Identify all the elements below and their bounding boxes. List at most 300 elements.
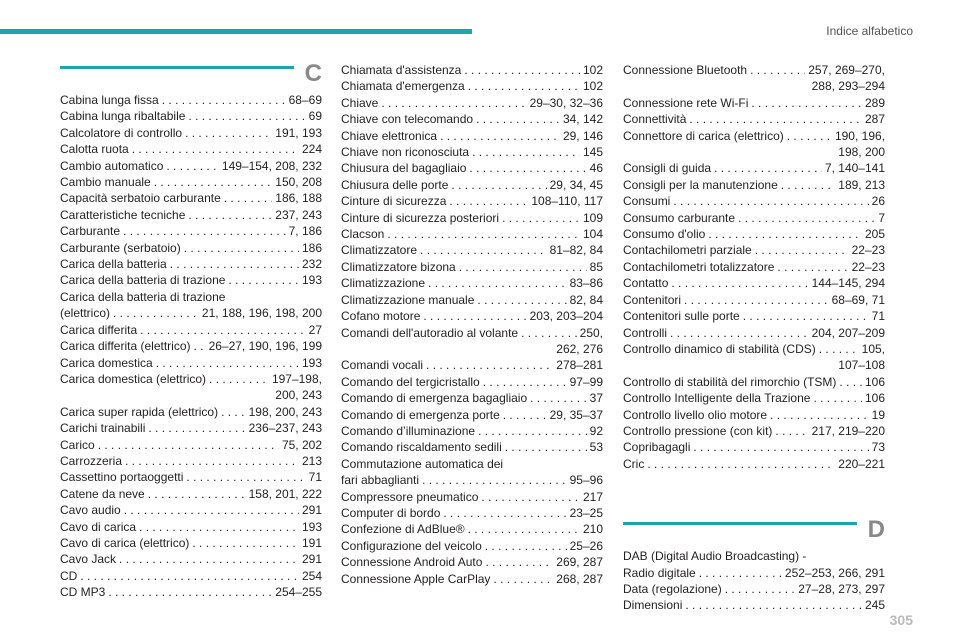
index-term: Cric [623,456,645,471]
index-page-refs: 22–23 [851,243,885,258]
index-term: Controllo Intelligente della Trazione [623,391,811,406]
index-term: Contenitori sulle porte [623,309,740,324]
index-page-refs: 108–110, 117 [531,194,603,209]
index-entry-row [341,554,603,570]
index-entry-row [623,581,885,597]
dot-leader [123,223,286,239]
index-page-refs: 289 [864,95,885,110]
index-term: Comando del tergicristallo [341,374,480,389]
index-entry-row [60,502,322,518]
dot-leader [472,144,580,160]
index-entry-row [341,144,603,160]
dot-leader [381,95,526,111]
index-page-refs: 158, 201, 222 [248,486,322,501]
index-entry [623,95,885,111]
index-term: Carburante (serbatoio) [60,240,181,255]
index-page-refs: 254 [301,568,322,583]
index-term: Cabina lunga fissa [60,93,159,107]
index-entry-row [60,256,322,272]
dot-leader [813,390,862,406]
index-term: Consumo carburante [623,210,736,225]
dot-leader [125,453,299,469]
index-entry-row [60,469,322,485]
section-header [623,518,885,548]
index-page-refs: 29, 35–37 [549,407,603,422]
index-page-refs: 85 [589,259,603,274]
index-entry [623,242,885,258]
index-term: Carica differita [60,322,138,337]
dot-leader [751,95,862,111]
index-page-refs: 250, [579,325,603,340]
index-entry-row [341,505,603,521]
index-term: Connessione Android Auto [341,555,483,570]
index-term: Contachilometri parziale [623,243,752,258]
index-entry-row [60,207,322,223]
index-page-refs: 198, 200, 243 [248,404,322,419]
index-entry [623,597,885,613]
index-entry-row [60,551,322,567]
dot-leader [166,158,219,174]
index-term: Contatto [623,276,669,291]
index-entry-row [341,390,603,406]
index-term: Cambio automatico [60,158,164,173]
index-entry [341,571,603,587]
index-entry [60,322,322,338]
index-entry [623,177,885,193]
dot-leader [755,242,849,258]
dot-leader [708,226,862,242]
index-term: Consigli di guida [623,161,712,176]
index-entry-row [341,160,603,176]
index-term: Controllo di stabilità del rimorchio (TSM) [623,374,837,389]
dot-leader [184,240,299,256]
index-term: Consumi [623,194,671,209]
index-term: Comando d’illuminazione [341,423,476,438]
dot-leader [422,472,567,488]
index-entry-row [60,174,322,190]
page-number: 305 [889,612,913,628]
dot-leader [673,193,868,209]
index-entry-row [623,292,885,308]
dot-leader [209,371,269,387]
dot-leader [221,404,246,420]
index-entry [623,423,885,439]
index-entry [60,256,322,272]
index-term: Comando di emergenza bagagliaio [341,391,528,406]
index-page-refs: 106 [864,391,885,406]
index-page-refs-continued: 288, 293–294 [811,79,885,94]
index-page-refs: 27–28, 273, 297 [798,581,885,596]
index-entry [60,223,322,239]
index-entry-list [623,62,885,472]
index-entry-row [341,275,603,291]
dot-leader [777,259,848,275]
dot-leader [443,505,566,521]
index-page-refs: 217, 219–220 [811,423,885,438]
dot-leader [476,111,560,127]
index-entry [60,125,322,141]
index-entry [623,374,885,390]
index-entry [60,535,322,551]
index-column-2 [341,62,603,587]
index-page-refs: 224 [301,142,322,157]
index-page-refs: 291 [301,552,322,567]
index-page-refs: 217 [582,489,603,504]
index-term: Controllo dinamico di stabilità (CDS) [623,341,816,356]
dot-leader [188,108,305,124]
index-entry-row [341,210,603,226]
index-entry-row [341,423,603,439]
index-term: Cinture di sicurezza [341,194,447,209]
dot-leader [192,535,299,551]
index-entry-row [60,92,322,108]
dot-leader [80,568,299,584]
index-entry-row [341,538,603,554]
dot-leader [449,193,528,209]
index-entry [341,521,603,537]
index-entry-row [341,407,603,423]
dot-leader [170,256,299,272]
dot-leader [140,322,305,338]
index-term: Chiusura delle porte [341,177,449,192]
dot-leader [521,325,577,341]
index-entry-row [60,338,322,354]
index-entry-list [60,92,322,601]
index-page-refs: 46 [589,161,603,176]
index-entry [60,420,322,436]
index-term: Caratteristiche tecniche [60,207,186,222]
index-page-refs: 29–30, 32–36 [529,95,603,110]
index-entry [623,292,885,308]
index-page-refs: 186, 188 [275,191,322,206]
index-term: Cambio manuale [60,175,151,190]
index-page-refs: 75, 202 [281,437,322,452]
index-entry [341,78,603,94]
index-term: Carica super rapida (elettrico) [60,404,219,419]
index-page-refs-continued: 262, 276 [556,341,603,356]
dot-leader [477,292,566,308]
index-page-refs: 23–25 [569,505,603,520]
index-term: Carica domestica (elettrico) [60,371,207,386]
index-entry [341,554,603,570]
index-page-refs: 210 [582,522,603,537]
index-entry-row [623,177,885,193]
index-entry [60,207,322,223]
dot-leader [451,177,546,193]
index-page-refs: 102 [582,79,603,94]
index-entry [60,437,322,453]
index-entry [60,519,322,535]
index-page-refs: 97–99 [569,374,603,389]
index-entry-row [60,108,322,124]
index-page-refs: 7, 186 [288,224,322,239]
index-entry [623,193,885,209]
index-entry [623,308,885,324]
index-page-refs: 186 [301,240,322,255]
index-term: Data (regolazione) [623,581,722,596]
index-entry [623,581,885,597]
index-term: Cavo di carica (elettrico) [60,535,190,550]
dot-leader [819,341,859,357]
index-entry [60,502,322,518]
index-entry [60,453,322,469]
index-entry [623,275,885,291]
dot-leader [148,486,246,502]
index-entry-row [60,486,322,502]
index-entry-row [341,472,603,488]
index-page-refs: 257, 269–270, [808,63,885,77]
index-column-3 [623,62,885,614]
index-term-line: Carica della batteria di trazione [60,289,226,304]
index-entry [623,210,885,226]
index-entry-row [60,141,322,157]
index-entry-row [623,597,885,613]
dot-leader [685,597,862,613]
index-entry-row [60,190,322,206]
page-header-title: Indice alfabetico [826,24,913,38]
dot-leader [132,141,299,157]
index-term: Cabina lunga ribaltabile [60,109,186,124]
index-entry [623,259,885,275]
index-term: Controlli [623,325,668,340]
index-entry-row [623,226,885,242]
index-entry [60,404,322,420]
index-entry [341,177,603,193]
index-entry [341,275,603,291]
index-term: Carburante [60,224,121,239]
index-entry [60,108,322,124]
index-entry [341,390,603,406]
index-term: Connessione rete Wi-Fi [623,95,749,110]
index-entry-row [341,95,603,111]
index-entry-row [60,453,322,469]
index-entry [623,62,885,95]
index-term: CD MP3 [60,585,106,600]
index-page-refs: 191 [301,535,322,550]
index-entry-row [60,223,322,239]
index-entry [341,325,603,358]
index-entry [341,374,603,390]
index-page-refs: 71 [871,309,885,324]
index-entry-row [341,571,603,587]
index-term: Chiamata d'emergenza [341,79,465,94]
index-term: Chiamata d'assistenza [341,63,462,77]
index-term: Clacson [341,227,385,242]
index-entry-row [341,111,603,127]
dot-leader [108,584,272,600]
index-term: Controllo pressione (con kit) [623,423,773,438]
index-term: Contenitori [623,292,682,307]
dot-leader [186,469,305,485]
index-page-refs: 213 [301,453,322,468]
index-page-refs: 278–281 [556,358,603,373]
index-entry [341,210,603,226]
index-entry-row [60,437,322,453]
index-entry-row [341,128,603,144]
index-entry [623,456,885,472]
index-entry [623,341,885,374]
index-term-line: Commutazione automatica dei [341,456,504,471]
index-page-refs: 27 [308,322,322,337]
index-term: Contachilometri totalizzatore [623,259,775,274]
index-page-refs: 29, 34, 45 [549,177,603,192]
index-entry-row [60,420,322,436]
dot-leader [154,174,273,190]
index-term: Comando di emergenza porte [341,407,500,422]
index-page-refs: 197–198, [271,371,322,386]
dot-leader [469,160,586,176]
index-entry [341,456,603,489]
index-entry [623,548,885,581]
dot-leader [228,272,299,288]
dot-leader [459,259,587,275]
index-entry-row [623,423,885,439]
index-term: Radio digitale [623,565,696,580]
dot-leader [113,305,199,321]
index-entry [60,355,322,371]
dot-leader [647,456,835,472]
index-entry-row [341,489,603,505]
index-entry [60,486,322,502]
dot-leader [224,190,273,206]
index-page-refs: 69 [308,109,322,124]
index-term: Chiusura del bagagliaio [341,161,467,176]
index-term: Cavo di carica [60,519,137,534]
index-entry [341,128,603,144]
index-entry-row [623,407,885,423]
dot-leader [693,439,868,455]
index-entry [341,423,603,439]
index-page-refs-continued: 200, 243 [275,388,322,403]
index-entry-row [60,272,322,288]
index-term: Carica della batteria di trazione [60,273,226,288]
index-entry-row [60,125,322,141]
index-page-refs: 102 [582,63,603,77]
dot-leader [124,502,299,518]
index-entry-list [341,62,603,587]
index-term: Capacità serbatoio carburante [60,191,221,206]
index-entry-row [341,62,603,78]
index-entry [623,226,885,242]
section-header [60,62,322,92]
index-term: Connessione Bluetooth [623,63,748,77]
index-page-refs: 144–145, 294 [811,276,885,291]
index-page-refs: 150, 208 [275,175,322,190]
index-page-refs: 287 [864,112,885,127]
index-entry-row [341,242,603,258]
index-entry-row [623,565,885,581]
dot-leader [750,62,805,78]
section-letter: C [304,60,322,87]
index-term: Climatizzatore bizona [341,259,456,274]
index-entry-row [341,177,603,193]
index-term: Chiave elettronica [341,128,438,143]
index-entry [60,190,322,206]
dot-leader [493,571,553,587]
dot-leader [775,423,808,439]
dot-leader [725,581,796,597]
index-page-refs: 268, 287 [556,571,603,586]
index-entry-row [623,390,885,406]
index-term: fari abbaglianti [341,473,420,488]
index-page-refs: 193 [301,273,322,288]
dot-leader [502,210,580,226]
index-entry [60,469,322,485]
index-term: Comando riscaldamento sedili [341,440,502,455]
index-entry-row [623,128,885,144]
section-gap [623,472,885,518]
index-page-refs: 269, 287 [556,555,603,570]
index-page-refs: 220–221 [838,456,885,471]
index-term: Confezione di AdBlue® [341,522,465,537]
dot-leader [194,338,206,354]
index-page-refs: 37 [589,391,603,406]
index-entry [623,111,885,127]
dot-leader [770,407,869,423]
header-accent-bar [0,29,472,34]
dot-leader [530,390,587,406]
index-term: Controllo livello olio motore [623,407,768,422]
index-page-refs: 22–23 [851,259,885,274]
index-page-refs: 26–27, 190, 196, 199 [208,339,322,354]
index-term: Cofano motore [341,309,421,324]
index-page-refs: 83–86 [569,276,603,291]
index-page-refs: 193 [301,355,322,370]
index-entry [341,193,603,209]
index-entry [341,357,603,373]
index-entry-row [60,584,322,600]
index-entry-row [623,242,885,258]
index-entry-row [60,519,322,535]
index-entry-row [60,535,322,551]
index-entry-row [623,325,885,341]
dot-leader [162,92,286,108]
index-term: Calotta ruota [60,142,129,157]
index-term: Consumo d'olio [623,227,706,242]
dot-leader [387,226,580,242]
index-entry-row [623,259,885,275]
index-entry [341,62,603,78]
index-page-refs-continued: 107–108 [838,358,885,373]
dot-leader [98,437,279,453]
index-entry [60,584,322,600]
index-term: Configurazione del veicolo [341,538,482,553]
index-entry [341,489,603,505]
index-entry-row [341,357,603,373]
index-term: Comandi vocali [341,358,424,373]
index-entry [341,308,603,324]
dot-leader [185,125,272,141]
index-entry [341,160,603,176]
index-page-refs: 149–154, 208, 232 [221,158,322,173]
index-entry-row [623,210,885,226]
index-entry [60,174,322,190]
index-term: Carico [60,437,95,452]
index-term: Chiave [341,95,379,110]
index-page-refs: 104 [582,227,603,242]
index-entry-row [623,62,885,78]
index-entry [60,158,322,174]
index-page-refs: 71 [308,470,322,485]
index-term: Chiave non riconosciuta [341,145,470,160]
index-entry-row [341,259,603,275]
index-entry-row [341,78,603,94]
dot-leader [156,355,299,371]
index-page-refs: 205 [864,227,885,242]
index-entry-row [623,341,885,357]
index-entry-row [341,439,603,455]
index-entry-row [341,521,603,537]
